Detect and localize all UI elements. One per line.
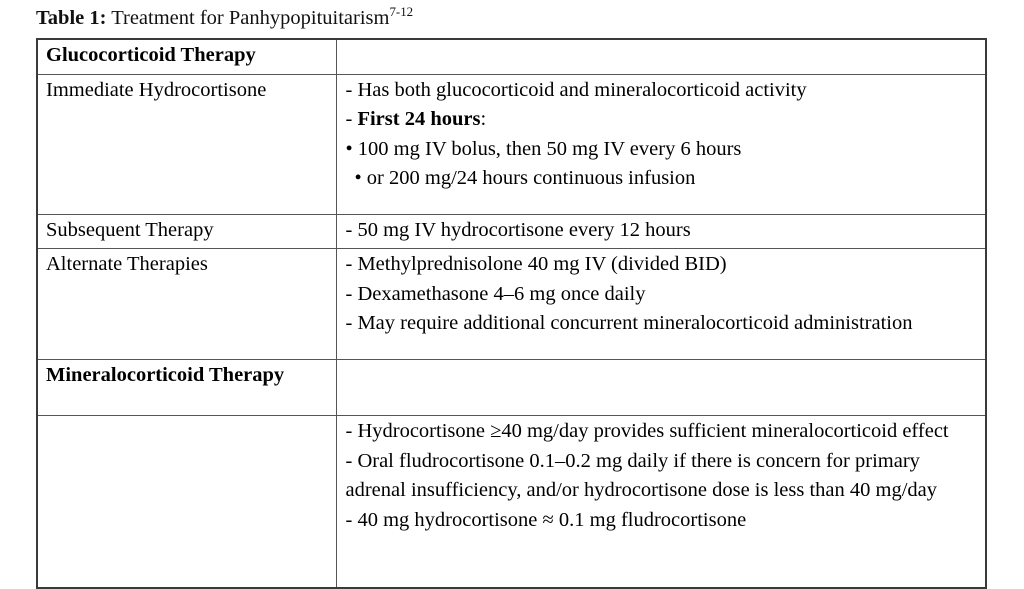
table-container (36, 38, 985, 589)
line-bold-run: First 24 hours (357, 108, 481, 130)
table-row (37, 74, 986, 214)
row-body-mineralocorticoid-section (336, 360, 986, 416)
row-body-immediate-hydrocortisone (336, 74, 986, 214)
row-label-mineralocorticoid-detail (37, 416, 336, 588)
table-caption-label: Table 1: (36, 7, 107, 29)
row-label-mineralocorticoid-section: Mineralocorticoid Therapy (37, 360, 336, 416)
row-body-glucocorticoid-section (336, 39, 986, 74)
body-line: • 100 mg IV bolus, then 50 mg IV every 6 hours (345, 137, 742, 160)
table-row (37, 360, 986, 416)
row-label-immediate-hydrocortisone: Immediate Hydrocortisone (37, 74, 336, 214)
body-line: • or 200 mg/24 hours continuous infusion (354, 167, 696, 189)
row-body-mineralocorticoid-detail (336, 416, 986, 588)
table-caption-superscript: 7-12 (389, 4, 414, 20)
row-body-alternate-therapies (336, 249, 986, 360)
body-line-first-24-hours (346, 105, 980, 135)
line-prefix: - (345, 108, 358, 130)
line-suffix: : (480, 108, 487, 130)
row-body-subsequent-therapy (336, 214, 986, 249)
row-label-alternate-therapies: Alternate Therapies (37, 249, 336, 360)
body-line: - Dexamethasone 4–6 mg once daily (345, 282, 646, 305)
body-line: - 50 mg IV hydrocortisone every 12 hours (345, 218, 691, 241)
table-row (37, 249, 986, 360)
treatment-table (36, 38, 987, 589)
body-line: - Methylprednisolone 40 mg IV (divided BID) (345, 253, 727, 275)
body-line: - Oral fludrocortisone 0.1–0.2 mg daily if there is concern for primary adrenal insufficiency, and/or hydrocortisone dose is less than 40 mg/day (345, 449, 938, 501)
body-line: - May require additional concurrent mineralocorticoid administration (345, 312, 913, 334)
table-caption-text: Treatment for Panhypopituitarism (106, 7, 390, 29)
body-line: - 40 mg hydrocortisone ≈ 0.1 mg fludrocortisone (345, 508, 747, 531)
table-caption (36, 5, 986, 33)
body-line: - Hydrocortisone ≥40 mg/day provides sufficient mineralocorticoid effect (345, 420, 949, 442)
row-label-subsequent-therapy: Subsequent Therapy (37, 214, 336, 249)
body-line: - Has both glucocorticoid and mineralocorticoid activity (345, 78, 807, 101)
row-label-glucocorticoid-section: Glucocorticoid Therapy (37, 39, 336, 74)
table-row (37, 39, 986, 74)
table-row (37, 416, 986, 588)
table-row (37, 214, 986, 249)
